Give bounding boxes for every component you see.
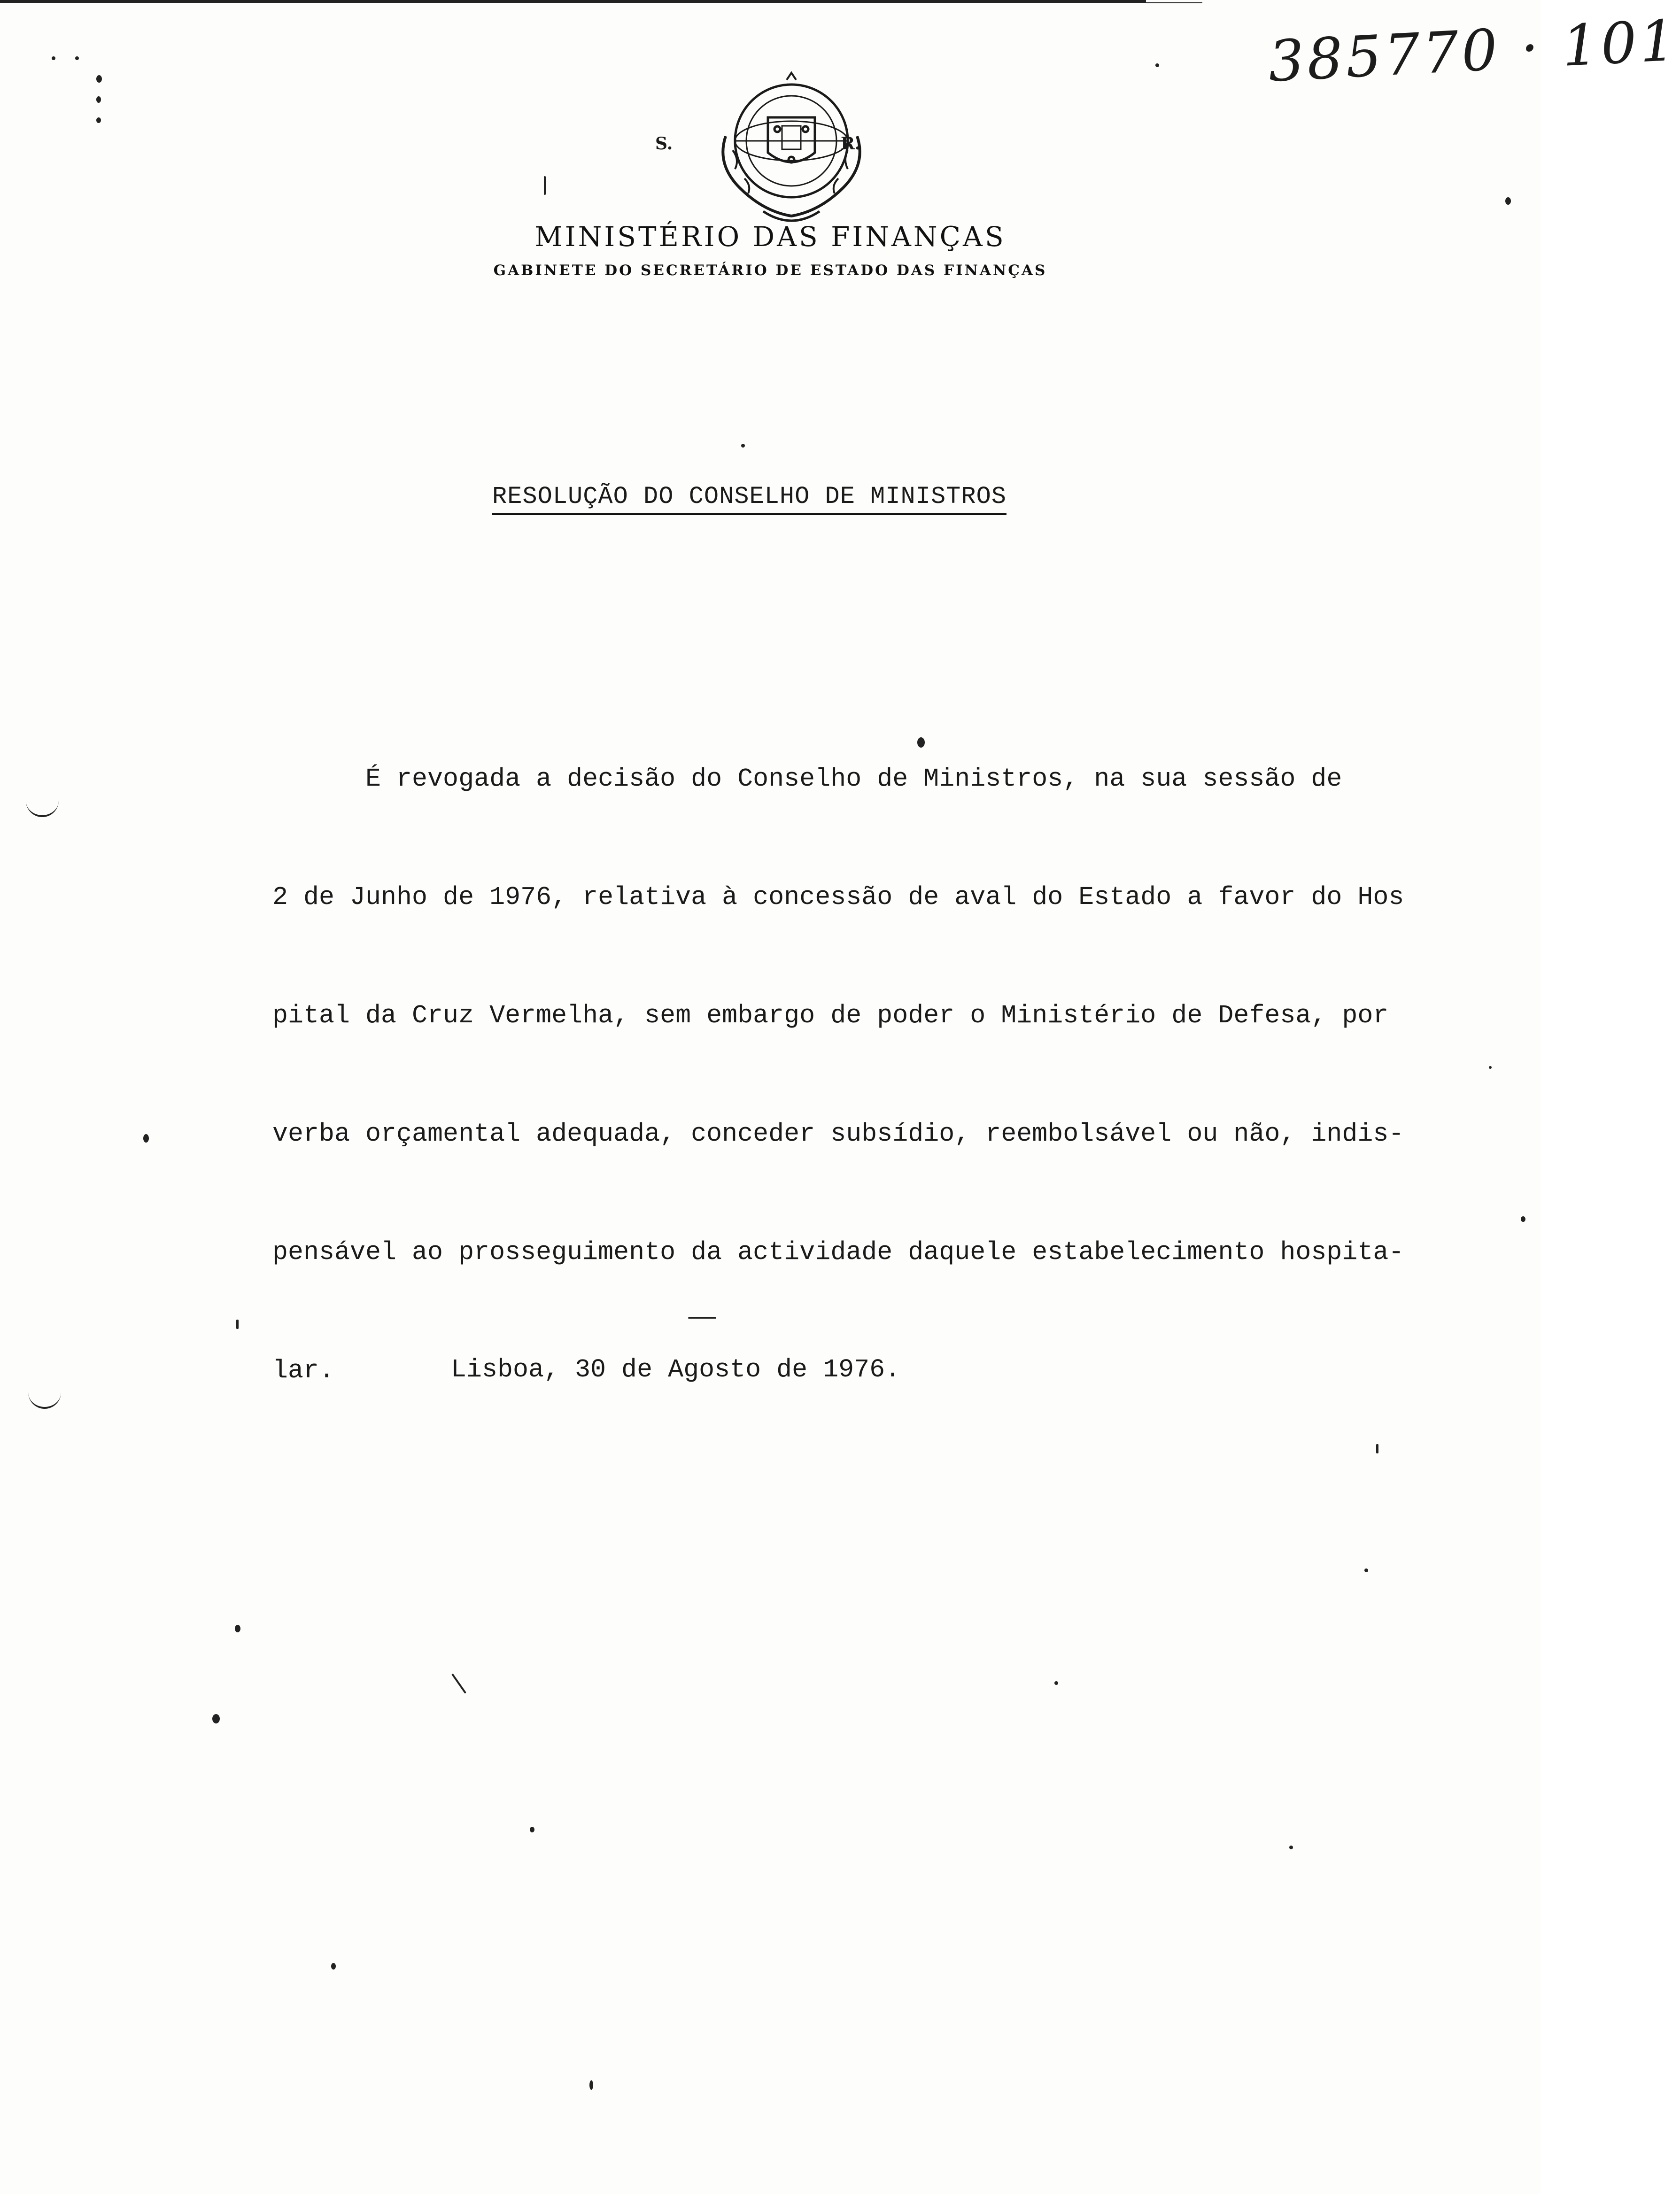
scan-speck	[236, 1320, 239, 1329]
punch-hole-mark	[26, 798, 59, 817]
body-line: lar.	[272, 1356, 335, 1385]
scan-speck	[451, 1673, 466, 1693]
scan-speck	[688, 1317, 716, 1319]
document-title: RESOLUÇÃO DO CONSELHO DE MINISTROS	[492, 483, 1006, 515]
scan-speck	[75, 56, 79, 60]
scan-speck	[530, 1827, 534, 1832]
body-line: verba orçamental adequada, conceder subsídio, reembolsável ou não, indis-	[272, 1119, 1404, 1149]
scan-speck	[1054, 1681, 1058, 1685]
scan-speck	[331, 1963, 336, 1970]
top-scan-border	[0, 0, 1146, 3]
ministry-heading: MINISTÉRIO DAS FINANÇAS	[534, 221, 1006, 253]
scan-speck	[1289, 1846, 1293, 1849]
scan-speck	[143, 1134, 149, 1143]
scan-speck	[1505, 197, 1511, 205]
cabinet-subheading: GABINETE DO SECRETÁRIO DE ESTADO DAS FINANÇAS	[493, 262, 1047, 279]
archive-reference-handwritten: 385770 · 101	[1266, 8, 1680, 95]
scan-speck	[1155, 63, 1159, 67]
scan-speck	[96, 75, 102, 83]
scan-speck	[1364, 1568, 1368, 1572]
body-line: É revogada a decisão do Conselho de Ministros, na sua sessão de	[272, 764, 1342, 794]
body-line: pensável ao prosseguimento da actividade daquele estabelecimento hospita-	[272, 1237, 1404, 1267]
scan-speck	[212, 1714, 220, 1723]
top-scan-border-fragment	[1146, 2, 1202, 3]
scan-speck	[1521, 1216, 1525, 1222]
scan-speck	[96, 117, 101, 123]
scan-speck	[52, 56, 55, 60]
seal-letter-r: R.	[841, 134, 861, 154]
scan-speck	[741, 444, 745, 448]
punch-hole-mark	[28, 1390, 61, 1409]
scan-speck	[917, 737, 925, 748]
scan-speck	[96, 96, 101, 103]
place-date-line: Lisboa, 30 de Agosto de 1976.	[451, 1355, 901, 1384]
seal-letter-s: S.	[655, 134, 673, 154]
scan-speck	[1489, 1066, 1492, 1069]
body-line: 2 de Junho de 1976, relativa à concessão de aval do Estado a favor do Hos	[272, 882, 1404, 912]
scan-speck	[235, 1625, 240, 1632]
scan-speck	[544, 176, 546, 195]
scan-speck	[589, 2080, 593, 2090]
letterhead-seal	[646, 70, 937, 230]
resolution-body	[272, 690, 1437, 1460]
body-line: pital da Cruz Vermelha, sem embargo de poder o Ministério de Defesa, por	[272, 1001, 1389, 1030]
scan-speck	[1376, 1444, 1378, 1453]
